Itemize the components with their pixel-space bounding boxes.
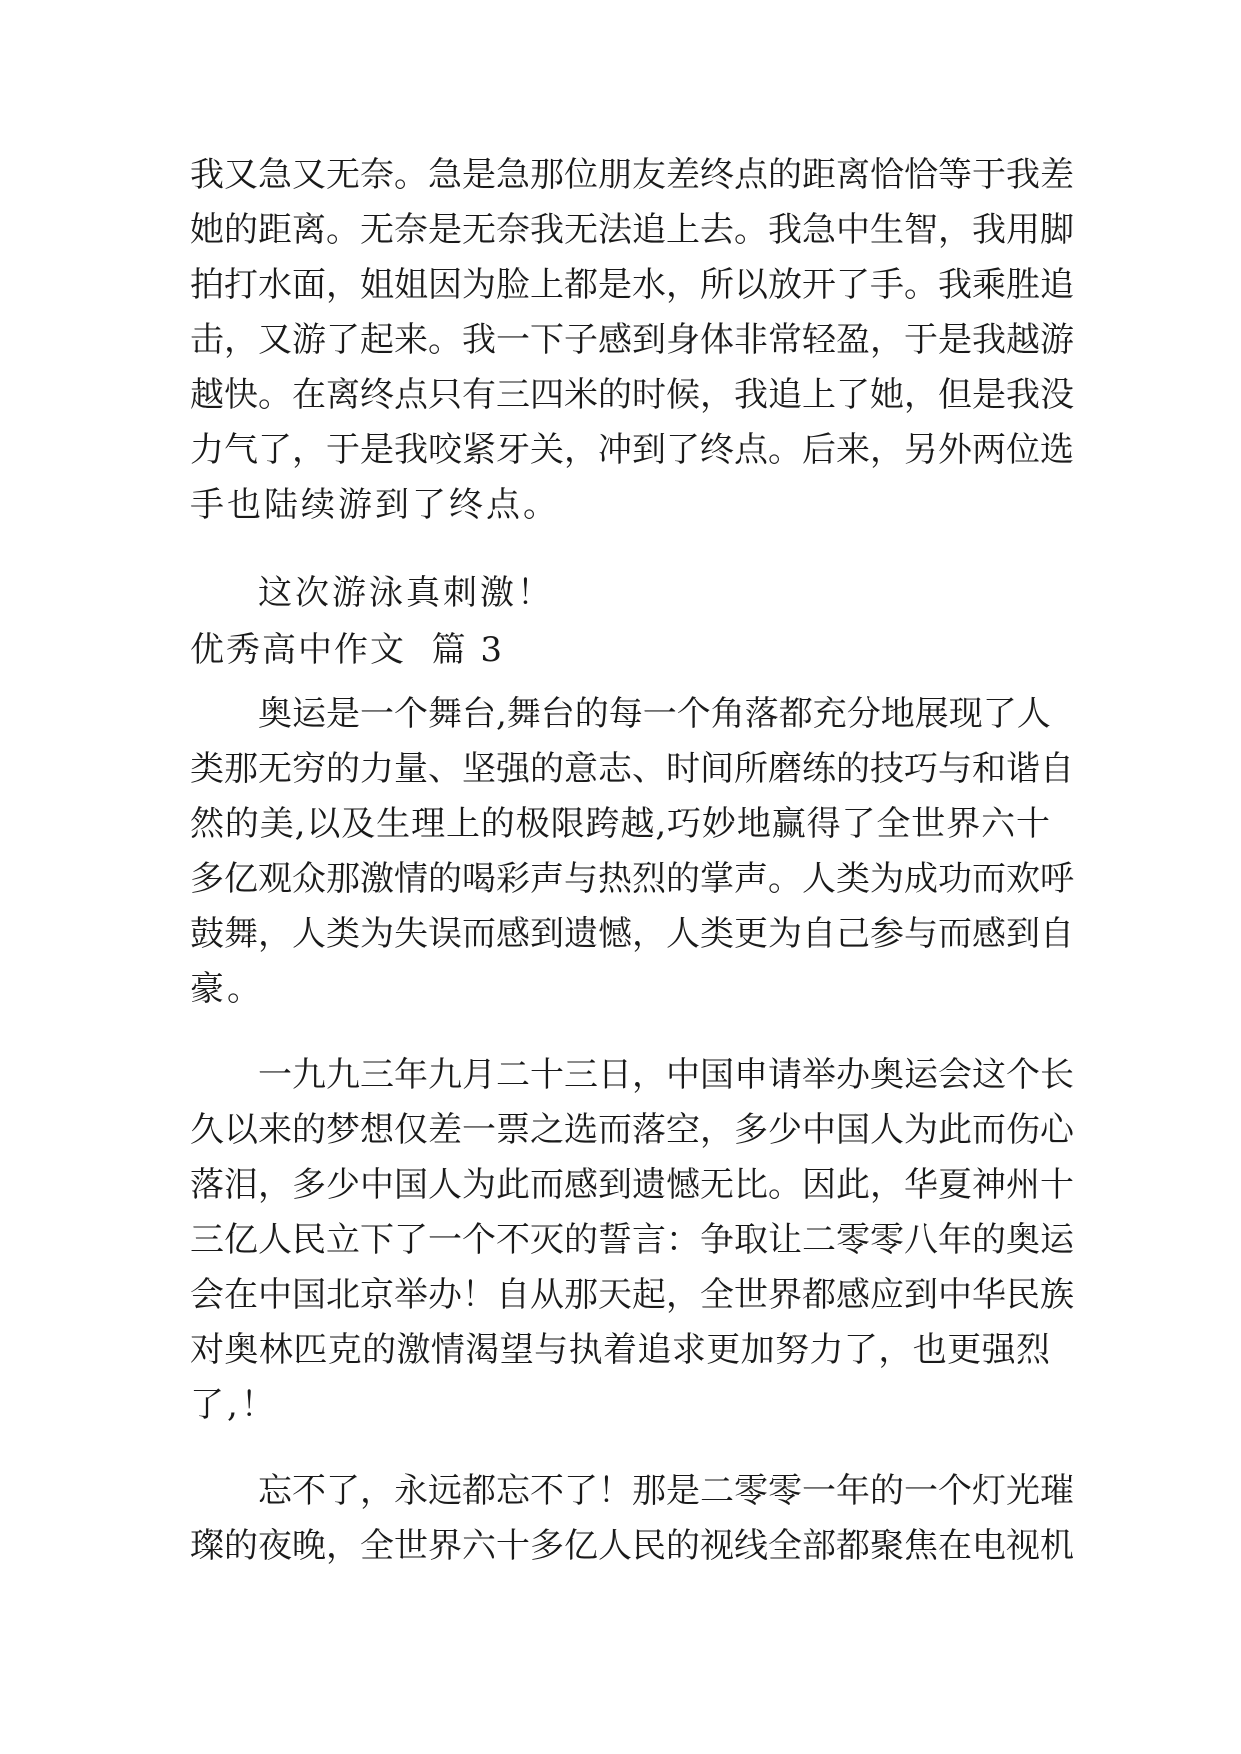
paragraph-3-line-4: 多亿观众那激情的喝彩声与热烈的掌声。人类为成功而欢呼: [190, 859, 1074, 899]
paragraph-2-line-1: 这次游泳真刺激！: [258, 573, 554, 613]
paragraph-4-line-2: 久以来的梦想仅差一票之选而落空，多少中国人为此而伤心: [190, 1110, 1074, 1150]
paragraph-4-line-6: 对奥林匹克的激情渴望与执着追求更加努力了，也更强烈: [190, 1330, 1050, 1370]
paragraph-1-line-6: 力气了，于是我咬紧牙关，冲到了终点。后来，另外两位选: [190, 430, 1074, 470]
paragraph-5-line-2: 璨的夜晚，全世界六十多亿人民的视线全部都聚焦在电视机: [190, 1526, 1074, 1566]
paragraph-1-line-1: 我又急又无奈。急是急那位朋友差终点的距离恰恰等于我差: [190, 155, 1074, 195]
paragraph-4-line-4: 三亿人民立下了一个不灭的誓言：争取让二零零八年的奥运: [190, 1220, 1074, 1260]
paragraph-1-line-7: 手也陆续游到了终点。: [190, 485, 560, 525]
paragraph-3-line-6: 豪。: [190, 969, 264, 1009]
paragraph-4-line-3: 落泪，多少中国人为此而感到遗憾无比。因此，华夏神州十: [190, 1165, 1074, 1205]
paragraph-4-line-7: 了,！: [190, 1385, 278, 1425]
paragraph-1-line-2: 她的距离。无奈是无奈我无法追上去。我急中生智，我用脚: [190, 210, 1074, 250]
paragraph-1-line-5: 越快。在离终点只有三四米的时候，我追上了她，但是我没: [190, 375, 1074, 415]
paragraph-4-line-5: 会在中国北京举办！自从那天起，全世界都感应到中华民族: [190, 1275, 1074, 1315]
paragraph-3-line-3: 然的美,以及生理上的极限跨越,巧妙地赢得了全世界六十: [190, 804, 1050, 844]
paragraph-3-line-1: 奥运是一个舞台,舞台的每一个角落都充分地展现了人: [258, 694, 1051, 734]
paragraph-4-line-1: 一九九三年九月二十三日，中国申请举办奥运会这个长: [258, 1055, 1074, 1095]
paragraph-1-line-4: 击，又游了起来。我一下子感到身体非常轻盈，于是我越游: [190, 320, 1074, 360]
paragraph-3-line-5: 鼓舞，人类为失误而感到遗憾，人类更为自己参与而感到自: [190, 914, 1074, 954]
paragraph-5-line-1: 忘不了，永远都忘不了！那是二零零一年的一个灯光璀: [258, 1471, 1074, 1511]
section-heading: 优秀高中作文 篇 3: [190, 630, 505, 670]
paragraph-1-line-3: 拍打水面，姐姐因为脸上都是水，所以放开了手。我乘胜追: [190, 265, 1074, 305]
paragraph-3-line-2: 类那无穷的力量、坚强的意志、时间所磨练的技巧与和谐自: [190, 749, 1074, 789]
